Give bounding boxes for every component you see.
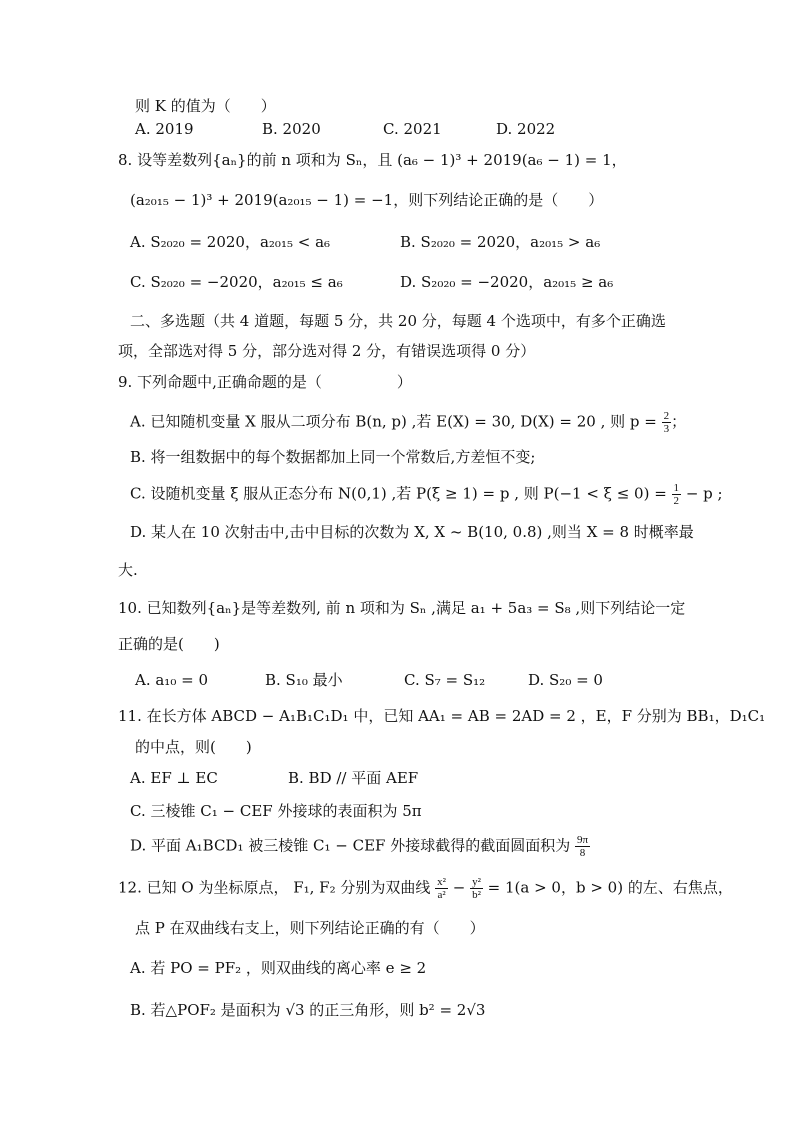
fraction-numerator: 9π	[576, 834, 589, 846]
q11-option-d	[130, 834, 590, 859]
q12-stem-line2: 点 P 在双曲线右支上，则下列结论正确的有（ ）	[135, 919, 485, 937]
q12-fraction-x2-a2	[435, 876, 448, 901]
fraction-denominator: 8	[579, 847, 586, 859]
q9-option-a	[130, 410, 686, 435]
q9-option-d-line1: D. 某人在 10 次射击中,击中目标的次数为 X, X ~ B(10, 0.8) ,则当 X = 8 时概率最	[130, 523, 694, 541]
q9-stem: 9. 下列命题中,正确命题的是（ ）	[118, 373, 412, 391]
q11-option-a: A. EF ⊥ EC	[130, 769, 218, 787]
q8-option-a: A. S₂₀₂₀ = 2020，a₂₀₁₅ < a₆	[130, 233, 331, 251]
q12-option-b: B. 若△POF₂ 是面积为 √3 的正三角形，则 b² = 2√3	[130, 1001, 486, 1019]
q11-stem-line2: 的中点，则( )	[135, 738, 252, 756]
q7-option-a: A. 2019	[135, 120, 194, 138]
q12-stem-minus: −	[447, 878, 471, 897]
section2-heading-line1: 二、多选题（共 4 道题，每题 5 分，共 20 分，每题 4 个选项中，有多个正确选	[130, 312, 666, 330]
fraction-denominator: b²	[472, 889, 481, 901]
fraction-denominator: 2	[673, 495, 680, 507]
q9-option-c-text: C. 设随机变量 ξ 服从正态分布 N(0,1) ,若 P(ξ ≥ 1) = p , 则 P(−1 < ξ ≤ 0) =	[130, 484, 672, 503]
q9-option-b: B. 将一组数据中的每个数据都加上同一个常数后,方差恒不变;	[130, 448, 536, 466]
q10-option-a: A. a₁₀ = 0	[135, 671, 208, 689]
q8-option-d: D. S₂₀₂₀ = −2020，a₂₀₁₅ ≥ a₆	[400, 273, 614, 291]
q9-option-d-line2: 大.	[118, 561, 138, 579]
q10-stem-line1: 10. 已知数列{aₙ}是等差数列, 前 n 项和为 Sₙ ,满足 a₁ + 5a₃ = S₈ ,则下列结论一定	[118, 599, 686, 617]
q10-option-b: B. S₁₀ 最小	[265, 671, 343, 689]
q10-option-c: C. S₇ = S₁₂	[404, 671, 486, 689]
q9-option-c-fraction	[672, 482, 682, 507]
fraction-numerator: x²	[437, 876, 446, 888]
q12-stem-text-a: 12. 已知 O 为坐标原点， F₁, F₂ 分别为双曲线	[118, 878, 436, 897]
q12-option-a: A. 若 PO = PF₂ ，则双曲线的离心率 e ≥ 2	[130, 959, 427, 977]
q11-option-d-text: D. 平面 A₁BCD₁ 被三棱锥 C₁ − CEF 外接球截得的截面圆面积为	[130, 836, 575, 855]
fraction-numerator: 1	[673, 482, 680, 494]
fraction-denominator: 3	[663, 423, 670, 435]
q11-option-d-fraction	[575, 834, 590, 859]
q9-option-c-end: − p ;	[681, 484, 723, 503]
q8-stem-line2: (a₂₀₁₅ − 1)³ + 2019(a₂₀₁₅ − 1) = −1，则下列结论正确的是（ ）	[130, 191, 604, 209]
q7-option-d: D. 2022	[496, 120, 556, 138]
q7-stem-tail: 则 K 的值为（ ）	[135, 97, 276, 115]
q9-option-a-end: ；	[671, 412, 687, 431]
q8-stem-line1: 8. 设等差数列{aₙ}的前 n 项和为 Sₙ，且 (a₆ − 1)³ + 2019(a₆ − 1) = 1，	[118, 151, 627, 169]
q11-option-b: B. BD // 平面 AEF	[288, 769, 419, 787]
q12-stem-text-b: = 1(a > 0，b > 0) 的左、右焦点，	[482, 878, 733, 897]
fraction-numerator: y²	[472, 876, 481, 888]
q9-option-a-text: A. 已知随机变量 X 服从二项分布 B(n, p) ,若 E(X) = 30, D(X) = 20 , 则 p =	[130, 412, 662, 431]
q12-stem-line1	[118, 876, 733, 901]
q10-stem-line2: 正确的是( )	[118, 635, 220, 653]
q10-option-d: D. S₂₀ = 0	[528, 671, 603, 689]
q11-option-c: C. 三棱锥 C₁ − CEF 外接球的表面积为 5π	[130, 802, 422, 820]
q11-stem-line1: 11. 在长方体 ABCD − A₁B₁C₁D₁ 中，已知 AA₁ = AB = 2AD = 2 ，E，F 分别为 BB₁，D₁C₁	[118, 707, 766, 725]
q7-option-c: C. 2021	[383, 120, 442, 138]
q9-option-a-fraction	[662, 410, 672, 435]
q9-option-c	[130, 482, 723, 507]
fraction-denominator: a²	[437, 889, 446, 901]
q12-fraction-y2-b2	[470, 876, 483, 901]
q8-option-c: C. S₂₀₂₀ = −2020，a₂₀₁₅ ≤ a₆	[130, 273, 343, 291]
section2-heading-line2: 项，全部选对得 5 分，部分选对得 2 分，有错误选项得 0 分）	[118, 342, 536, 360]
q7-option-b: B. 2020	[262, 120, 321, 138]
q8-option-b: B. S₂₀₂₀ = 2020，a₂₀₁₅ > a₆	[400, 233, 601, 251]
fraction-numerator: 2	[663, 410, 670, 422]
